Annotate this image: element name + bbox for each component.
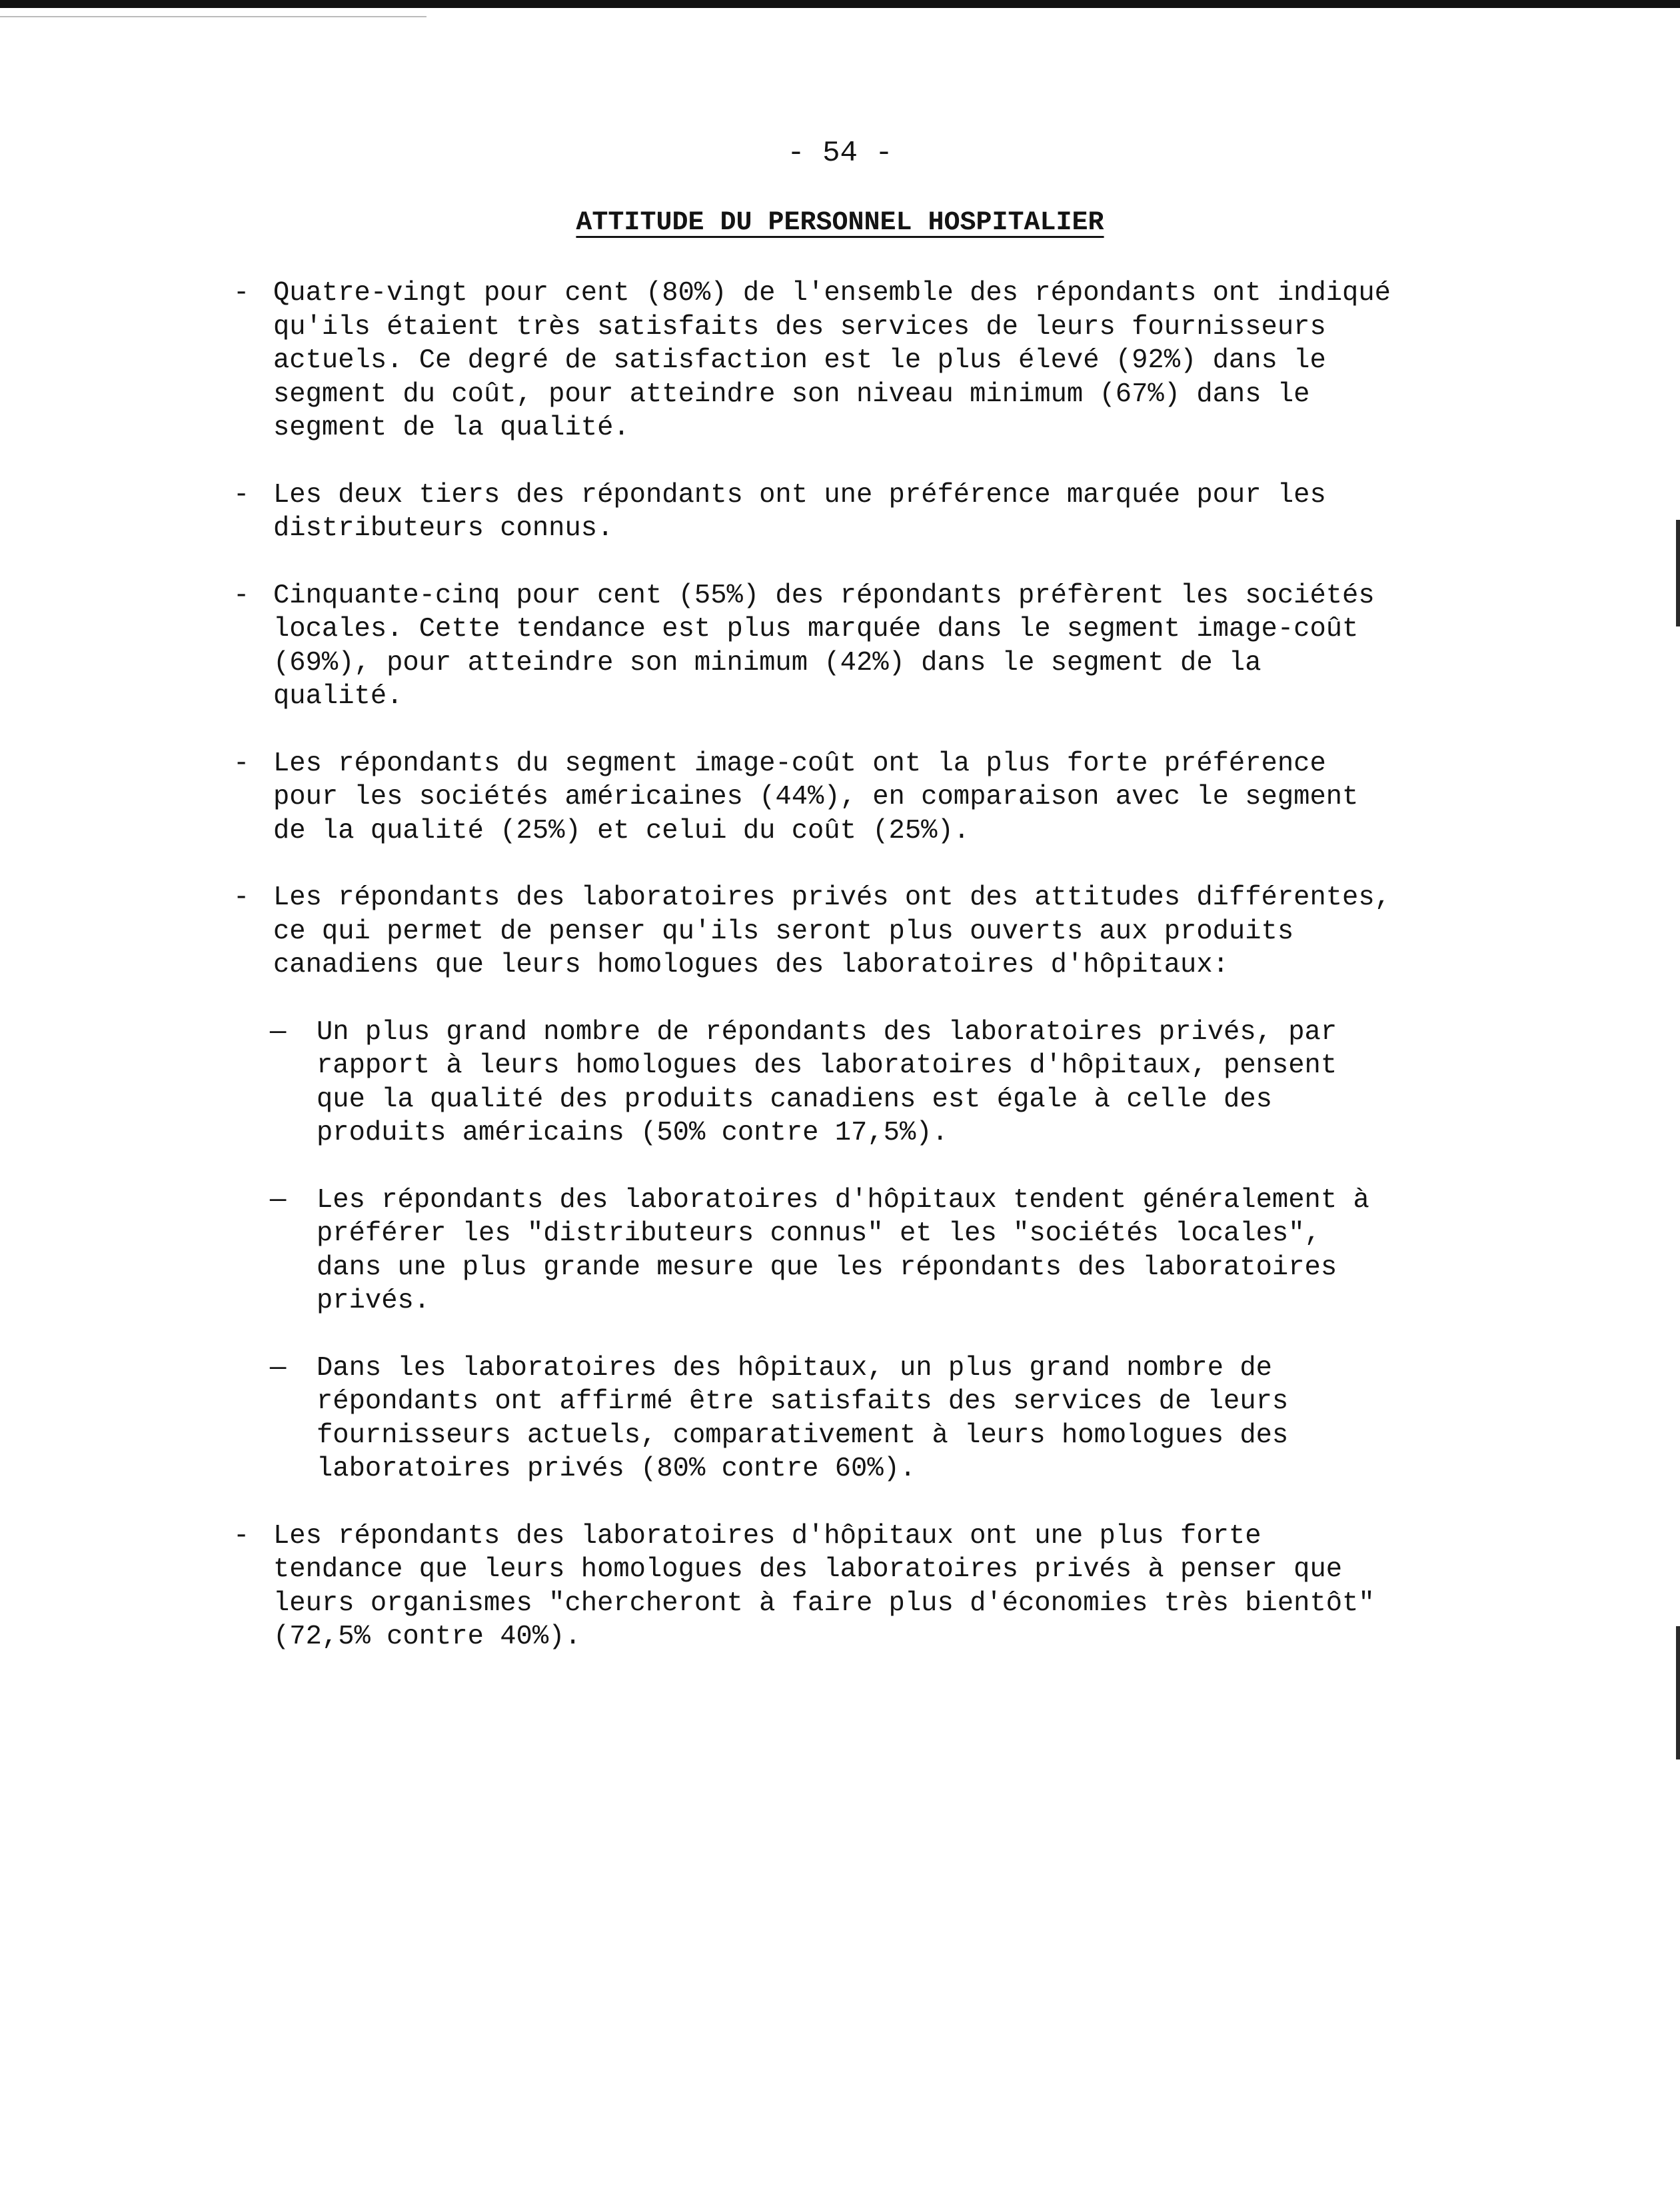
scan-margin-mark xyxy=(1676,520,1680,626)
sub-bullet-item xyxy=(270,1184,1566,1318)
sub-bullet-dash: — xyxy=(270,1352,287,1384)
bullet-dash: - xyxy=(233,479,250,511)
sub-bullet-item xyxy=(270,1352,1566,1486)
bullet-dash: - xyxy=(233,580,250,611)
sub-bullet-item xyxy=(270,1016,1566,1150)
document-body xyxy=(233,277,1566,1687)
bullet-item xyxy=(233,881,1566,982)
bullet-text: Cinquante-cinq pour cent (55%) des répondants préfèrent les sociétés locales. Cette tendance est plus marquée dans le segment image-coût (69%), pour atteindre son minimum (42%) dans le segment de la qualité. xyxy=(273,580,1375,712)
bullet-dash: - xyxy=(233,748,250,779)
bullet-dash: - xyxy=(233,278,250,309)
bullet-text: Les répondants des laboratoires d'hôpitaux ont une plus forte tendance que leurs homologues des laboratoires privés à penser que leurs organismes "chercheront à faire plus d'économies très bientôt" (72,5% contre 40%). xyxy=(273,1520,1375,1652)
bullet-dash: - xyxy=(233,882,250,913)
scan-margin-mark xyxy=(1676,1626,1680,1759)
bullet-dash: - xyxy=(233,1520,250,1552)
bullet-text: Les répondants des laboratoires privés ont des attitudes différentes, ce qui permet de penser qu'ils seront plus ouverts aux produits canadiens que leurs homologues des laboratoires d'hôpitaux: xyxy=(273,882,1391,980)
sub-bullet-text: Les répondants des laboratoires d'hôpitaux tendent généralement à préférer les "distributeurs connus" et les "sociétés locales", dans une plus grande mesure que les répondants des laboratoires privés. xyxy=(317,1184,1369,1316)
bullet-text: Les répondants du segment image-coût ont la plus forte préférence pour les sociétés américaines (44%), en comparaison avec le segment de la qualité (25%) et celui du coût (25%). xyxy=(273,748,1359,846)
page-number: - 54 - xyxy=(787,137,893,170)
page-title xyxy=(0,208,1680,238)
bullet-item xyxy=(233,747,1566,848)
scan-artifact-line xyxy=(0,16,426,17)
bullet-item xyxy=(233,1520,1566,1654)
bullet-item xyxy=(233,479,1566,546)
bullet-text: Les deux tiers des répondants ont une préférence marquée pour les distributeurs connus. xyxy=(273,479,1326,544)
bullet-item xyxy=(233,579,1566,714)
scan-border-top xyxy=(0,0,1680,8)
sub-bullet-text: Dans les laboratoires des hôpitaux, un plus grand nombre de répondants ont affirmé être satisfaits des services de leurs fournisseurs actuels, comparativement à leurs homologues des laboratoires privés (80% contre 60%). xyxy=(317,1352,1289,1484)
page-title-text: ATTITUDE DU PERSONNEL HOSPITALIER xyxy=(576,208,1104,238)
sub-bullet-dash: — xyxy=(270,1184,287,1216)
sub-bullet-dash: — xyxy=(270,1016,287,1048)
bullet-item xyxy=(233,277,1566,445)
sub-bullet-text: Un plus grand nombre de répondants des laboratoires privés, par rapport à leurs homologues des laboratoires d'hôpitaux, pensent que la qualité des produits canadiens est égale à celle des produits américains (50% contre 17,5%). xyxy=(317,1016,1337,1148)
bullet-text: Quatre-vingt pour cent (80%) de l'ensemble des répondants ont indiqué qu'ils étaient très satisfaits des services de leurs fournisseurs actuels. Ce degré de satisfaction est le plus élevé (92%) dans le segment du coût, pour atteindre son niveau minimum (67%) dans le segment de la qualité. xyxy=(273,278,1391,443)
